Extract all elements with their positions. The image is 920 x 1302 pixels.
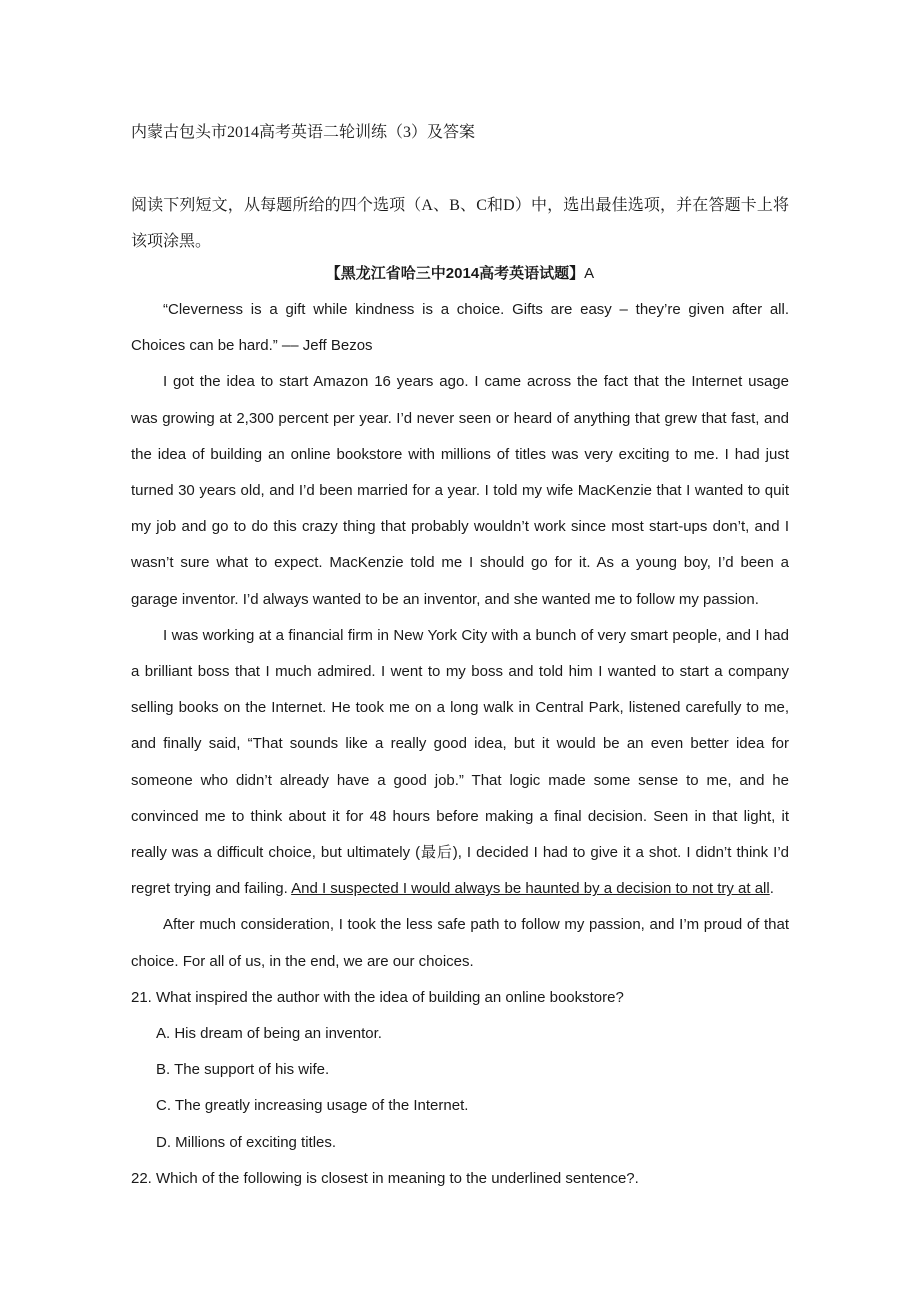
paragraph-2-end: .: [769, 880, 774, 898]
quote-paragraph: “Cleverness is a gift while kindness is a choice. Gifts are easy – they’re given after all. Choices can be hard.” –– Jeff Bezos: [131, 301, 789, 355]
question-21: 21. What inspired the author with the idea of building an online bookstore?: [131, 988, 624, 1006]
reading-passage: [131, 292, 789, 1197]
passage-source: [0, 262, 920, 283]
paragraph-1: I got the idea to start Amazon 16 years ago. I came across the fact that the Internet usage was growing at 2,300 percent per year. I’d never seen or heard of anything that grew that fast, and the idea of building an online bookstore with millions of titles was very exciting to me. I had just turned 30 years old, and I’d been married for a year. I told my wife MacKenzie that I wanted to quit my job and go to do this crazy thing that probably wouldn’t work since most start-ups don’t, and I wasn’t sure what to expect. MacKenzie told me I should go for it. As a young boy, I’d been a garage inventor. I’d always wanted to be an inventor, and she wanted me to follow my passion.: [131, 373, 789, 608]
reading-instructions: 阅读下列短文，从每题所给的四个选项（A、B、C和D）中，选出最佳选项，并在答题卡上将该项涂黑。: [131, 197, 789, 250]
option-21-a: A. His dream of being an inventor.: [156, 1025, 382, 1043]
option-21-d: D. Millions of exciting titles.: [156, 1133, 337, 1151]
paragraph-3: After much consideration, I took the less safe path to follow my passion, and I’m proud of that choice. For all of us, in the end, we are our choices.: [131, 916, 789, 970]
document-title: 内蒙古包头市2014高考英语二轮训练（3）及答案: [131, 124, 476, 141]
underlined-sentence: And I suspected I would always be haunted by a decision to not try at all: [291, 880, 770, 898]
option-21-c: C. The greatly increasing usage of the Internet.: [156, 1097, 469, 1115]
source-label: 【黑龙江省哈三中2014高考英语试题】: [325, 265, 585, 282]
paragraph-2: [131, 618, 789, 908]
option-21-b: B. The support of his wife.: [156, 1061, 330, 1079]
passage-letter: A: [584, 265, 595, 282]
question-22: 22. Which of the following is closest in meaning to the underlined sentence?.: [131, 1169, 639, 1187]
paragraph-2-text: I was working at a financial firm in New York City with a bunch of very smart people, and I had a brilliant boss that I much admired. I went to my boss and told him I wanted to start a company selling books on the Internet. He took me on a long walk in Central Park, listened carefully to me, and finally said, “That sounds like a really good idea, but it would be an even better idea for someone who didn’t already have a good job.” That logic made some sense to me, and he convinced me to think about it for 48 hours before making a final decision. Seen in that light, it really was a difficult choice, but ultimately (最后), I decided I had to give it a shot. I didn’t think I’d regret trying and failing.: [131, 626, 789, 898]
